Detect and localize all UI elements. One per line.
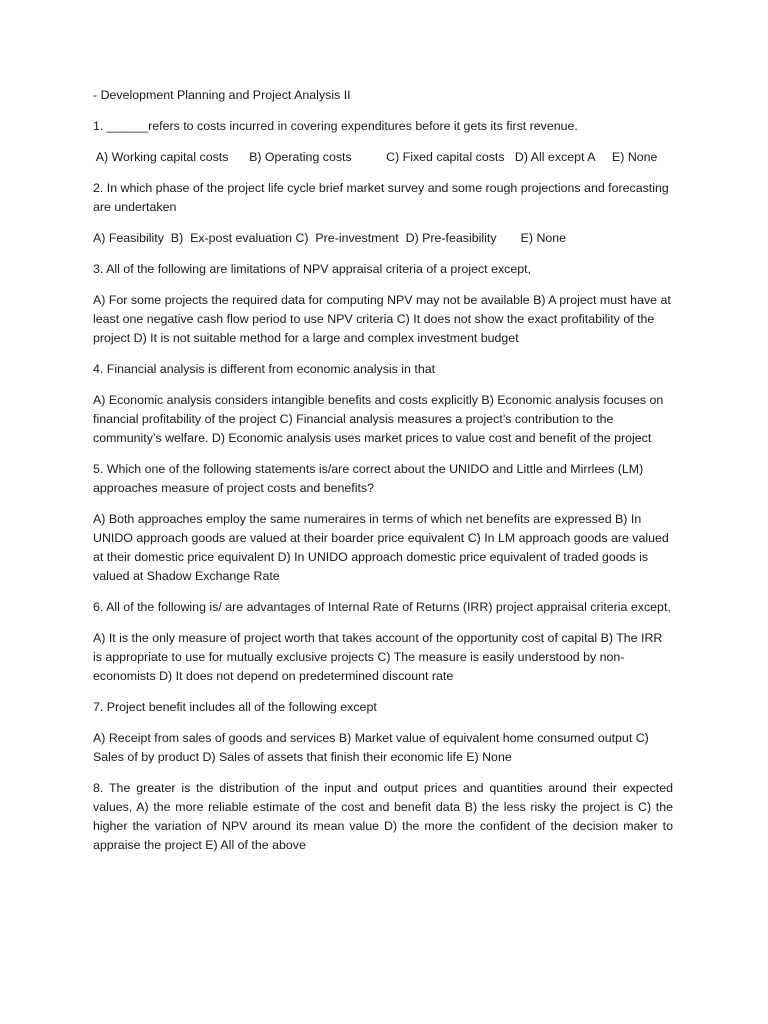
question-3-options: A) For some projects the required data for computing NPV may not be available B) A project must have at least one negative cash flow period to use NPV criteria C) It does not show the exact profitability of the project D) It is not suitable method for a large and complex investment budget bbox=[93, 293, 671, 345]
document-title: - Development Planning and Project Analysis II bbox=[93, 88, 351, 102]
question-1: 1. ______refers to costs incurred in covering expenditures before it gets its first revenue. bbox=[93, 119, 578, 133]
question-5-options: A) Both approaches employ the same numeraires in terms of which net benefits are expressed B) In UNIDO approach goods are valued at their boarder price equivalent C) In LM approach goods are valued at their domestic price equivalent D) In UNIDO approach domestic price equivalent of traded goods is valued at Shadow Exchange Rate bbox=[93, 512, 669, 583]
question-7-options: A) Receipt from sales of goods and services B) Market value of equivalent home consumed output C) Sales of by product D) Sales of assets that finish their economic life E) None bbox=[93, 731, 649, 764]
question-8: 8. The greater is the distribution of the input and output prices and quantities around their expected values, A) the more reliable estimate of the cost and benefit data B) the less risky the project is C) the higher the variation of NPV around its mean value D) the more the confident of the decision maker to appraise the project E) All of the above bbox=[93, 781, 673, 852]
document-body bbox=[93, 86, 673, 867]
question-4-options: A) Economic analysis considers intangible benefits and costs explicitly B) Economic analysis focuses on financial profitability of the project C) Financial analysis measures a project’s contribution to the community’s welfare. D) Economic analysis uses market prices to value cost and benefit of the project bbox=[93, 393, 664, 445]
question-5: 5. Which one of the following statements is/are correct about the UNIDO and Little and Mirrlees (LM) approaches measure of project costs and benefits? bbox=[93, 462, 644, 495]
question-4: 4. Financial analysis is different from economic analysis in that bbox=[93, 362, 436, 376]
question-6: 6. All of the following is/ are advantages of Internal Rate of Returns (IRR) project appraisal criteria except, bbox=[93, 600, 671, 614]
question-6-options: A) It is the only measure of project worth that takes account of the opportunity cost of capital B) The IRR is appropriate to use for mutually exclusive projects C) The measure is easily understood by non-economists D) It does not depend on predetermined discount rate bbox=[93, 631, 663, 683]
question-2-options: A) Feasibility B) Ex-post evaluation C) Pre-investment D) Pre-feasibility E) None bbox=[93, 231, 567, 245]
question-3: 3. All of the following are limitations of NPV appraisal criteria of a project except, bbox=[93, 262, 532, 276]
question-7: 7. Project benefit includes all of the following except bbox=[93, 700, 377, 714]
question-1-options: A) Working capital costs B) Operating costs C) Fixed capital costs D) All except A E) None bbox=[93, 150, 658, 164]
question-2: 2. In which phase of the project life cycle brief market survey and some rough projections and forecasting are undertaken bbox=[93, 181, 669, 214]
